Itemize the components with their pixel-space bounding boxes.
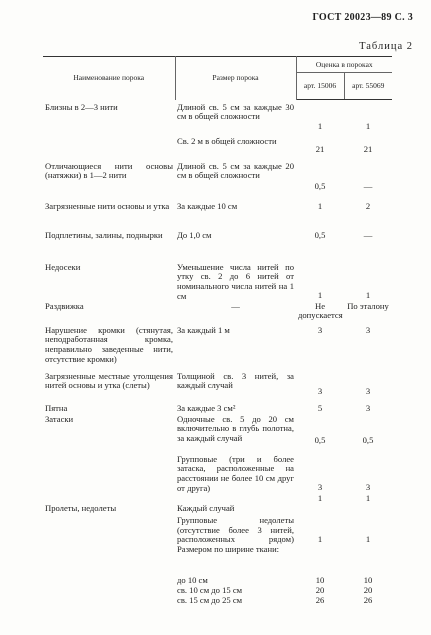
cell-size: Групповые недолеты (отсутствие более 3 нитей, расположенных рядом) Размером по ширине ткани: <box>177 514 294 555</box>
cell-art2: 2 <box>365 200 371 211</box>
cell-defect: Затаски <box>45 413 74 424</box>
cell-art2: По эталону <box>347 300 389 311</box>
cell-art1: 0,5 <box>314 229 326 240</box>
table-row <box>43 257 392 302</box>
cell-art2 <box>344 504 392 516</box>
cell-defect <box>43 455 175 494</box>
table-row <box>43 596 392 606</box>
cell-size: Каждый случай <box>177 502 235 513</box>
table-row <box>43 162 392 197</box>
cell-art2: 10 <box>363 574 373 585</box>
cell-art2: — <box>363 180 373 191</box>
cell-size: До 1,0 см <box>177 229 212 240</box>
cell-size: За каждый 1 м <box>177 324 230 335</box>
cell-size: Св. 2 м в общей сложности <box>177 135 277 146</box>
cell-defect: Подплетины, залины, поднырки <box>45 229 163 240</box>
table-row <box>43 197 392 227</box>
cell-defect: Загрязненные нити основы и утка <box>45 200 170 211</box>
table-row <box>43 302 392 324</box>
cell-art2: 3 <box>365 481 371 492</box>
cell-defect <box>43 586 175 596</box>
cell-art1: 1 <box>317 200 323 211</box>
table-row <box>43 324 392 372</box>
cell-art2: — <box>363 229 373 240</box>
cell-size: Одночные св. 5 до 20 см включительно в глубь полотна, за каждый случай <box>177 413 294 444</box>
cell-art1: 1 <box>317 121 323 131</box>
cell-defect <box>43 576 175 586</box>
table-row <box>43 372 392 404</box>
cell-defect <box>43 596 175 606</box>
cell-art1: 1 <box>317 533 323 544</box>
cell-art1: 21 <box>315 143 325 154</box>
cell-defect: Недосеки <box>45 261 81 272</box>
cell-defect <box>43 516 175 576</box>
cell-size: Длиной св. 5 см за каждые 20 см в общей сложности <box>177 160 294 181</box>
table-row <box>43 100 392 137</box>
cell-art1: Не допускается <box>298 300 343 321</box>
cell-art1: 10 <box>315 574 325 585</box>
header-defect: Наименование порока <box>43 57 175 100</box>
cell-defect: Близны в 2—3 нити <box>45 101 118 112</box>
cell-art1: 3 <box>317 324 323 335</box>
cell-defect <box>43 137 175 162</box>
cell-defect: Отличающиеся нити основы (натяжки) в 1—2 нити <box>45 160 173 181</box>
cell-defect: Пролеты, недолеты <box>45 502 117 513</box>
header-art1: арт. 15006 <box>296 73 344 100</box>
cell-art1: 5 <box>317 402 323 413</box>
cell-defect: Загрязненные местные утолщения нитей основы и утка (слеты) <box>45 370 173 391</box>
header-art2: арт. 55069 <box>344 73 392 100</box>
table-row <box>43 516 392 576</box>
cell-size: св. 15 см до 25 см <box>177 594 243 605</box>
cell-size: За каждые 10 см <box>177 200 238 211</box>
table-label: Таблица 2 <box>359 41 413 52</box>
cell-art1 <box>296 504 344 516</box>
cell-art2: 3 <box>365 402 371 413</box>
cell-art2: 1 <box>365 533 371 544</box>
cell-art1: 3 <box>317 385 323 396</box>
cell-size: Длиной св. 5 см за каждые 30 см в общей сложности <box>177 101 294 122</box>
cell-art1: 3 <box>317 481 323 492</box>
cell-art1: 26 <box>315 594 325 605</box>
cell-art2: 1 <box>365 289 371 300</box>
table-row <box>43 227 392 257</box>
cell-art2: 0,5 <box>362 434 374 445</box>
cell-art1: 0,5 <box>314 180 326 191</box>
cell-art1: 1 <box>317 492 323 503</box>
cell-size: до 10 см <box>177 574 208 585</box>
cell-defect: Пятна <box>45 402 68 413</box>
header-group: Оценка в пороках <box>296 57 392 73</box>
cell-size: За каждые 3 см² <box>177 402 236 413</box>
cell-size: Толщиной св. 3 нитей, за каждый случай <box>177 370 294 391</box>
cell-defect: Раздвижка <box>45 300 84 311</box>
cell-art2: 1 <box>365 492 371 503</box>
cell-size: Групповые (три и более затаска, расположенные на расстоянии не более 10 см друг от друга) <box>177 453 294 494</box>
table-row <box>43 455 392 494</box>
cell-art2: 3 <box>365 324 371 335</box>
cell-size: — <box>231 300 240 311</box>
table-row <box>43 137 392 162</box>
cell-size: св. 10 см до 15 см <box>177 584 243 595</box>
header-size: Размер порока <box>175 57 296 100</box>
cell-art2: 1 <box>365 121 371 131</box>
table-row <box>43 415 392 455</box>
page-header: ГОСТ 20023—89 С. 3 <box>312 12 413 23</box>
cell-size: Уменьшение числа нитей по утку св. 2 до 6 нитей от номинального числа нитей на 1 см <box>177 261 294 301</box>
cell-art2: 20 <box>363 584 373 595</box>
cell-art1: 20 <box>315 584 325 595</box>
cell-art1: 1 <box>317 289 323 300</box>
cell-art2: 21 <box>363 143 373 154</box>
cell-defect: Нарушение кромки (стянутая, неподработанная кромка, неправильно заведенные нити, отсутствие кромки) <box>45 324 173 365</box>
cell-art2: 26 <box>363 594 373 605</box>
cell-art1: 0,5 <box>314 434 326 445</box>
cell-art2: 3 <box>365 385 371 396</box>
defects-table <box>43 56 392 606</box>
